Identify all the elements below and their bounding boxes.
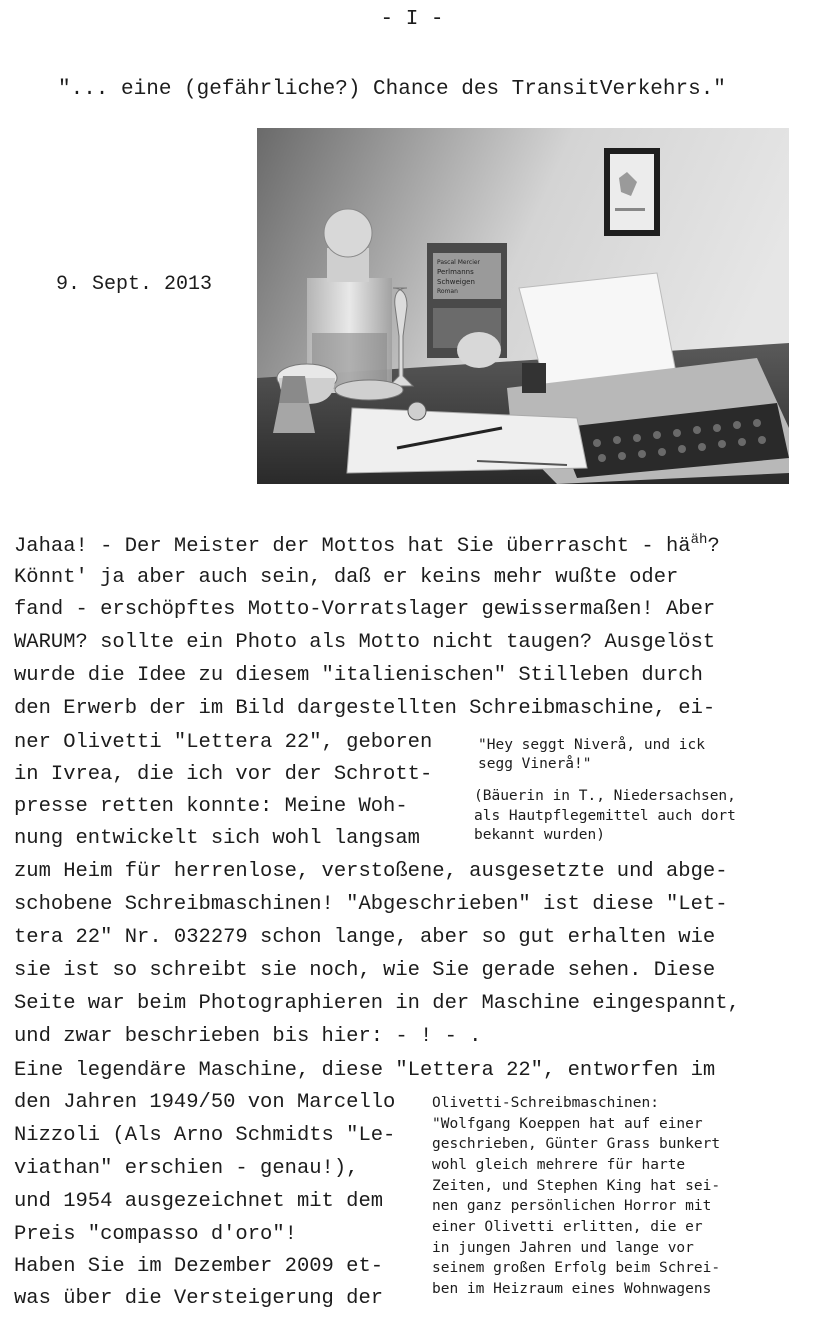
body-line-13: tera 22" Nr. 032279 schon lange, aber so gut erhalten wie [14,926,716,949]
note-quote-4: als Hautpflegemittel auch dort [474,808,736,824]
note-olivetti-4: wohl gleich mehrere für harte [432,1157,686,1173]
note-quote-3: (Bäuerin in T., Niedersachsen, [474,788,736,804]
body-line-17: Eine legendäre Maschine, diese "Lettera 22", entworfen im [14,1059,716,1082]
papers [347,408,587,473]
body-line-12: schobene Schreibmaschinen! "Abgeschrieben" ist diese "Let- [14,893,728,916]
body-line-8: in Ivrea, die ich vor der Schrott- [14,763,433,786]
book-author: Pascal Mercier [437,259,481,266]
body-line-22: Preis "compasso d'oro"! [14,1223,297,1246]
note-olivetti-1: Olivetti-Schreibmaschinen: [432,1095,659,1111]
note-olivetti-6: nen ganz persönlichen Horror mit [432,1198,712,1214]
body-line-9: presse retten konnte: Meine Woh- [14,795,408,818]
body-line-19: Nizzoli (Als Arno Schmidts "Le- [14,1124,396,1147]
lemon [457,332,501,368]
body-line-16: und zwar beschrieben bis hier: - ! - . [14,1025,482,1048]
note-olivetti-9: seinem großen Erfolg beim Schrei- [432,1260,721,1276]
book-title: Perlmanns [437,268,474,276]
body-line-21: und 1954 ausgezeichnet mit dem [14,1190,384,1213]
page-number: - I - [380,8,444,31]
note-olivetti-10: ben im Heizraum eines Wohnwagens [432,1281,712,1297]
body-line-11: zum Heim für herrenlose, verstoßene, ausgesetzte und abge- [14,860,728,883]
body-line-7: ner Olivetti "Lettera 22", geboren [14,731,433,754]
body-line-1: Jahaa! - Der Meister der Mottos hat Sie überrascht - $hä^{äh}$? [14,532,720,558]
note-olivetti-8: in jungen Jahren und lange vor [432,1240,694,1256]
book-title-2: Schweigen [437,278,475,286]
motto-quote: "... eine (gefährliche?) Chance des TransitVerkehrs." [58,78,726,101]
body-line-23: Haben Sie im Dezember 2009 et- [14,1255,384,1278]
body-line-20: viathan" erschien - genau!), [14,1157,359,1180]
note-quote-1: "Hey seggt Niverå, und ick [478,737,705,753]
note-olivetti-3: geschrieben, Günter Grass bunkert [432,1136,721,1152]
body-line-24: was über die Versteigerung der [14,1287,384,1310]
body-line-2: Könnt' ja aber auch sein, daß er keins mehr wußte oder [14,566,679,589]
body-line-15: Seite war beim Photographieren in der Maschine eingespannt, [14,992,740,1015]
note-quote-5: bekannt wurden) [474,827,605,843]
still-life-photo [257,128,789,484]
note-olivetti-7: einer Olivetti erlitten, die er [432,1219,703,1235]
body-line-10: nung entwickelt sich wohl langsam [14,827,420,850]
note-quote-2: segg Vinerå!" [478,756,592,772]
body-line-4: WARUM? sollte ein Photo als Motto nicht taugen? Ausgelöst [14,631,716,654]
book-genre: Roman [437,288,458,295]
body-line-18: den Jahren 1949/50 von Marcello [14,1091,396,1114]
body-line-14: sie ist so schreibt sie noch, wie Sie gerade sehen. Diese [14,959,716,982]
body-line-3: fand - erschöpftes Motto-Vorratslager gewissermaßen! Aber [14,598,716,621]
note-olivetti-5: Zeiten, und Stephen King hat sei- [432,1178,721,1194]
body-line-5: wurde die Idee zu diesem "italienischen" Stilleben durch [14,664,703,687]
body-line-6: den Erwerb der im Bild dargestellten Schreibmaschine, ei- [14,697,716,720]
espresso-pot [273,403,315,433]
date: 9. Sept. 2013 [56,273,213,296]
note-olivetti-2: "Wolfgang Koeppen hat auf einer [432,1116,703,1132]
